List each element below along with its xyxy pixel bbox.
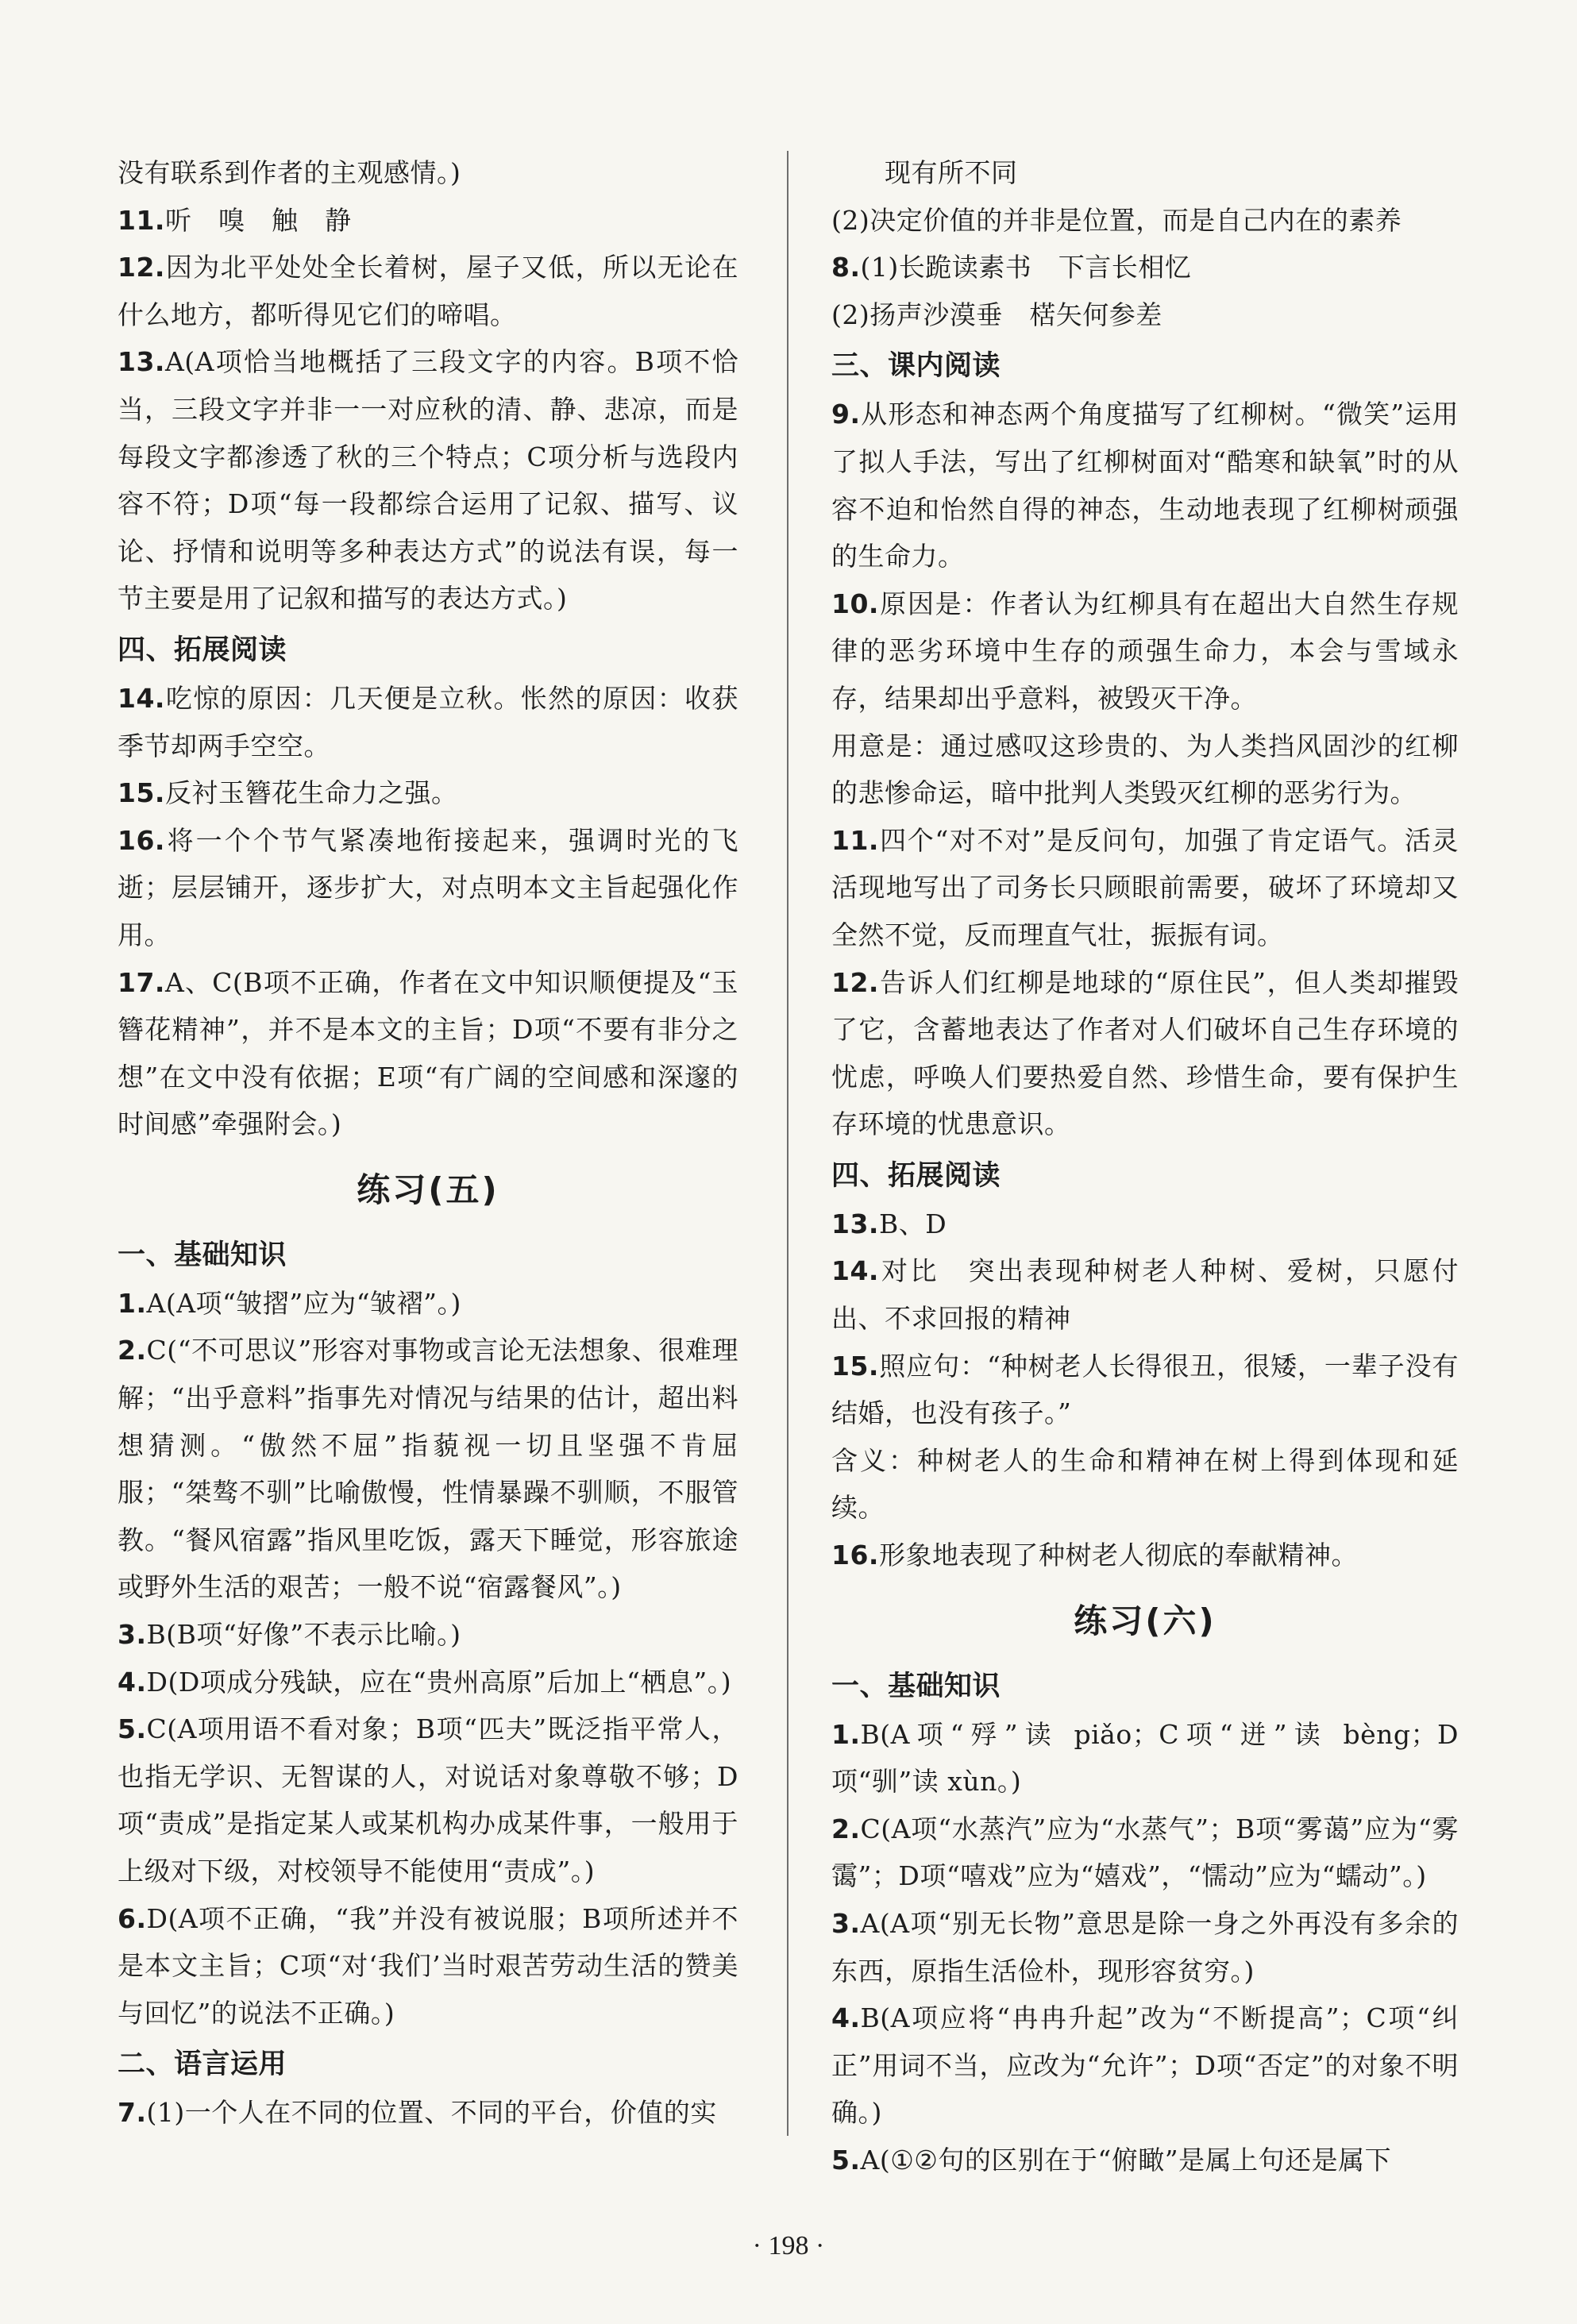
answer-text: B(B项“好像”不表示比喻。) bbox=[146, 1619, 461, 1651]
question-number: 5. bbox=[831, 2144, 861, 2176]
answer-paragraph bbox=[831, 391, 1459, 580]
answer-paragraph bbox=[831, 1532, 1459, 1579]
question-number: 10. bbox=[831, 588, 879, 619]
exercise-title: 练习(五) bbox=[357, 1170, 499, 1209]
question-number: 13. bbox=[831, 1208, 879, 1239]
answer-text: 原因是：作者认为红柳具有在超出大自然生存规律的恶劣环境中生存的顽强生命力，本会与雪域永存，结果却出乎意料，被毁灭干净。 bbox=[831, 588, 1459, 714]
answer-paragraph bbox=[118, 817, 738, 959]
answer-paragraph bbox=[831, 1711, 1459, 1806]
answer-paragraph bbox=[118, 1280, 738, 1328]
question-number: 2. bbox=[118, 1335, 147, 1366]
answer-text: A(①②句的区别在于“俯瞰”是属上句还是属下 bbox=[860, 2144, 1392, 2176]
answer-text: A、C(B项不正确，作者在文中知识顺便提及“玉簪花精神”，并不是本文的主旨；D项“不要有非分之想”在文中没有依据；E项“有广阔的空间感和深邃的时间感”牵强附会。) bbox=[118, 966, 738, 1140]
answer-text: 对比 突出表现种树老人种树、爱树，只愿付出、不求回报的精神 bbox=[831, 1255, 1459, 1335]
answer-text: (2)决定价值的并非是位置，而是自己内在的素养 bbox=[831, 204, 1402, 236]
answer-paragraph bbox=[118, 2089, 738, 2137]
answer-paragraph bbox=[118, 1659, 738, 1706]
question-number: 17. bbox=[118, 966, 165, 998]
question-number: 16. bbox=[831, 1540, 879, 1571]
section-heading: 四、拓展阅读 bbox=[118, 634, 287, 666]
section-heading: 一、基础知识 bbox=[831, 1670, 1001, 1702]
answer-text: B(A项应将“冉冉升起”改为“不断提高”；C项“纠正”用词不当，应改为“允许”；D项“否定”的对象不明确。) bbox=[831, 2002, 1459, 2129]
answer-paragraph bbox=[831, 1201, 1459, 1248]
answer-text: 四个“对不对”是反问句，加强了肯定语气。活灵活现地写出了司务长只顾眼前需要，破坏了环境却又全然不觉，反而理直气壮，振振有词。 bbox=[831, 824, 1459, 950]
answer-text: D(A项不正确，“我”并没有被说服；B项所述并不是本文主旨；C项“对‘我们’当时艰苦劳动生活的赞美与回忆”的说法不正确。) bbox=[118, 1902, 738, 2029]
question-number: 2. bbox=[831, 1813, 861, 1844]
answer-text: (1)长跪读素书 下言长相忆 bbox=[860, 252, 1192, 283]
question-number: 12. bbox=[831, 966, 879, 998]
answer-paragraph bbox=[831, 197, 1459, 245]
question-number: 12. bbox=[118, 252, 165, 283]
question-number: 4. bbox=[118, 1666, 147, 1698]
question-number: 4. bbox=[831, 2002, 861, 2034]
answer-paragraph bbox=[831, 1247, 1459, 1342]
section-heading: 四、拓展阅读 bbox=[831, 1159, 1001, 1192]
answer-text: 告诉人们红柳是地球的“原住民”，但人类却摧毁了它，含蓄地表达了作者对人们破坏自己生存环境的忧虑，呼唤人们要热爱自然、珍惜生命，要有保护生存环境的忧患意识。 bbox=[831, 966, 1459, 1140]
question-number: 13. bbox=[118, 346, 165, 378]
question-number: 6. bbox=[118, 1902, 147, 1934]
answer-text: 照应句：“种树老人长得很丑，很矮，一辈子没有结婚，也没有孩子。” bbox=[831, 1350, 1459, 1429]
answer-paragraph bbox=[118, 959, 738, 1148]
answer-paragraph bbox=[118, 1705, 738, 1894]
answer-paragraph bbox=[831, 1343, 1459, 1437]
page-number: · 198 · bbox=[752, 2231, 825, 2260]
answer-paragraph bbox=[118, 1611, 738, 1659]
answer-paragraph bbox=[118, 338, 738, 622]
answer-paragraph bbox=[831, 291, 1459, 339]
answer-paragraph bbox=[831, 244, 1459, 291]
question-number: 7. bbox=[118, 2097, 147, 2129]
answer-text: A(A项“别无长物”意思是除一身之外再没有多余的东西，原指生活俭朴，现形容贫穷。) bbox=[831, 1908, 1459, 1987]
answer-text: 用意是：通过感叹这珍贵的、为人类挡风固沙的红柳的悲惨命运，暗中批判人类毁灭红柳的恶劣行为。 bbox=[831, 730, 1459, 809]
answer-paragraph bbox=[831, 1994, 1459, 2137]
answer-text: D(D项成分残缺，应在“贵州高原”后加上“栖息”。) bbox=[146, 1666, 732, 1698]
answer-paragraph bbox=[831, 723, 1459, 817]
answer-text: A(A项恰当地概括了三段文字的内容。B项不恰当，三段文字并非一一对应秋的清、静、悲凉，而是每段文字都渗透了秋的三个特点；C项分析与选段内容不符；D项“每一段都综合运用了记叙、描写、议论、抒情和说明等多种表达方式”的说法有误，每一节主要是用了记叙和描写的表达方式。) bbox=[118, 346, 738, 615]
question-number: 3. bbox=[118, 1619, 147, 1651]
answer-paragraph bbox=[118, 244, 738, 338]
question-number: 9. bbox=[831, 399, 861, 430]
question-number: 15. bbox=[118, 777, 165, 809]
answer-text: 将一个个节气紧凑地衔接起来，强调时光的飞逝；层层铺开，逐步扩大，对点明本文主旨起强化作用。 bbox=[118, 824, 738, 950]
answer-text: B、D bbox=[878, 1208, 947, 1239]
question-number: 1. bbox=[118, 1287, 147, 1319]
answer-paragraph bbox=[118, 197, 738, 245]
answer-paragraph bbox=[831, 1437, 1459, 1532]
answer-text: C(A项“水蒸汽”应为“水蒸气”；B项“雾蔼”应为“雾霭”；D项“嘻戏”应为“嬉戏”，“懦动”应为“蠕动”。) bbox=[831, 1813, 1459, 1892]
answer-paragraph bbox=[831, 2137, 1459, 2184]
answer-text: 吃惊的原因：几天便是立秋。怅然的原因：收获季节却两手空空。 bbox=[118, 682, 738, 761]
answer-text: (2)扬声沙漠垂 楛矢何参差 bbox=[831, 299, 1163, 330]
exercise-title: 练习(六) bbox=[1074, 1601, 1216, 1640]
answer-paragraph bbox=[118, 149, 738, 197]
answer-paragraph bbox=[118, 1895, 738, 2037]
answer-paragraph bbox=[118, 1327, 738, 1611]
answer-paragraph bbox=[831, 1806, 1459, 1900]
answer-text: 反衬玉簪花生命力之强。 bbox=[164, 777, 458, 809]
answer-text: B(A项“殍”读 piǎo；C项“迸”读 bèng；D项“驯”读 xùn。) bbox=[831, 1718, 1459, 1798]
question-number: 15. bbox=[831, 1350, 879, 1382]
answer-text: 形象地表现了种树老人彻底的奉献精神。 bbox=[878, 1540, 1358, 1571]
answer-paragraph bbox=[831, 580, 1459, 723]
answer-paragraph bbox=[118, 769, 738, 817]
section-heading: 二、语言运用 bbox=[118, 2048, 287, 2081]
answer-text: C(“不可思议”形容对事物或言论无法想象、很难理解；“出乎意料”指事先对情况与结果的估计，超出料想猜测。“傲然不屈”指藐视一切且坚强不肯屈服；“桀骜不驯”比喻傲慢，性情暴躁不驯顺，不服管教。“餐风宿露”指风里吃饭，露天下睡觉，形容旅途或野外生活的艰苦；一般不说“宿露餐风”。) bbox=[118, 1335, 738, 1603]
answer-paragraph bbox=[831, 817, 1459, 959]
question-number: 14. bbox=[118, 682, 165, 714]
question-number: 1. bbox=[831, 1718, 861, 1750]
question-number: 11. bbox=[118, 204, 165, 236]
section-heading: 一、基础知识 bbox=[118, 1239, 287, 1271]
answer-paragraph bbox=[831, 959, 1459, 1148]
answer-text: 从形态和神态两个角度描写了红柳树。“微笑”运用了拟人手法，写出了红柳树面对“酷寒和缺氧”时的从容不迫和怡然自得的神态，生动地表现了红柳树顽强的生命力。 bbox=[831, 399, 1459, 572]
answer-text: 含义：种树老人的生命和精神在树上得到体现和延续。 bbox=[831, 1444, 1459, 1524]
answer-text: 现有所不同 bbox=[831, 157, 1018, 188]
answer-text: 因为北平处处全长着树，屋子又低，所以无论在什么地方，都听得见它们的啼唱。 bbox=[118, 252, 738, 330]
answer-paragraph bbox=[118, 675, 738, 769]
left-column bbox=[118, 149, 738, 2137]
question-number: 3. bbox=[831, 1908, 861, 1939]
column-divider bbox=[787, 151, 788, 2136]
question-number: 16. bbox=[118, 824, 165, 856]
question-number: 5. bbox=[118, 1713, 147, 1745]
answer-text: C(A项用语不看对象；B项“匹夫”既泛指平常人，也指无学识、无智谋的人，对说话对象尊敬不够；D项“责成”是指定某人或某机构办成某件事，一般用于上级对下级，对校领导不能使用“责成”。) bbox=[118, 1713, 738, 1887]
section-heading: 三、课内阅读 bbox=[831, 350, 1001, 383]
question-number: 8. bbox=[831, 252, 861, 283]
answer-text: A(A项“皱摺”应为“皱褶”。) bbox=[146, 1287, 461, 1319]
answer-text: 没有联系到作者的主观感情。) bbox=[118, 157, 461, 188]
answer-text: (1)一个人在不同的位置、不同的平台，价值的实 bbox=[146, 2097, 717, 2129]
right-column bbox=[831, 149, 1459, 2184]
question-number: 14. bbox=[831, 1255, 879, 1287]
answer-paragraph bbox=[831, 149, 1459, 197]
answer-text: 听 嗅 触 静 bbox=[164, 204, 352, 236]
question-number: 11. bbox=[831, 824, 879, 856]
answer-paragraph bbox=[831, 1900, 1459, 1994]
